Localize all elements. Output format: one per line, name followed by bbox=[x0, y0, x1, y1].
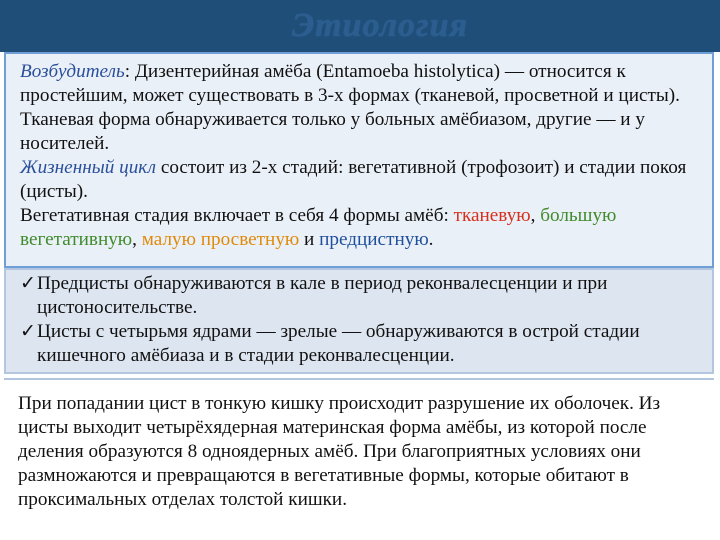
agent-paragraph bbox=[20, 60, 704, 156]
bullet-text-2: Цисты с четырьмя ядрами — зрелые — обнаруживаются в острой стадии кишечного амёбиаза и в стадии реконвалесценции. bbox=[37, 321, 640, 366]
bullet-text-1: Предцисты обнаруживаются в кале в период реконвалесценции и при цистоносительстве. bbox=[37, 273, 608, 318]
slide-title: Этиология bbox=[291, 7, 469, 44]
cycle-paragraph bbox=[20, 156, 704, 204]
form-precyst: предцистную bbox=[319, 229, 429, 250]
checkmark-icon: ✓ bbox=[20, 273, 37, 294]
form-small-luminal: малую просветную bbox=[141, 229, 300, 250]
cysts-box bbox=[4, 268, 714, 374]
cycle-text: состоит из 2-х стадий: вегетативной (трофозоит) и стадии покоя (цисты). bbox=[20, 157, 687, 202]
agent-label: Возбудитель bbox=[20, 61, 125, 82]
sep-1: , bbox=[530, 205, 541, 226]
agent-text: : Дизентерийная амёба (Entamoeba histolytica) — относится к простейшим, может существовать в 3-х формах (тканевой, просветной и цисты). Тканевая форма обнаруживается только у больных амёбиазом, другие — и у носителей. bbox=[20, 61, 680, 154]
bullet-mature-cyst bbox=[20, 320, 704, 368]
title-bar bbox=[0, 0, 720, 52]
excystation-text: При попадании цист в тонкую кишку происходит разрушение их оболочек. Из цисты выходит четырёхядерная материнская форма амёбы, из которой после деления образуются 8 одноядерных амёб. При благоприятных условиях они размножаются и превращаются в вегетативные формы, которые обитают в проксимальных отделах толстой кишки. bbox=[18, 393, 661, 510]
veg-text: Вегетативная стадия включает в себя 4 формы амёб: bbox=[20, 205, 454, 226]
end-dot: . bbox=[428, 229, 434, 250]
form-large-vegetative: большую вегетативную bbox=[20, 205, 617, 250]
cycle-label: Жизненный цикл bbox=[20, 157, 157, 178]
veg-paragraph bbox=[20, 204, 704, 252]
sep-2: , bbox=[132, 229, 142, 250]
etiology-box bbox=[4, 52, 714, 268]
sep-3: и bbox=[299, 229, 320, 250]
bullet-precyst bbox=[20, 272, 704, 320]
checkmark-icon: ✓ bbox=[20, 321, 37, 342]
form-tissue: тканевую bbox=[453, 205, 531, 226]
excystation-box bbox=[4, 378, 714, 540]
